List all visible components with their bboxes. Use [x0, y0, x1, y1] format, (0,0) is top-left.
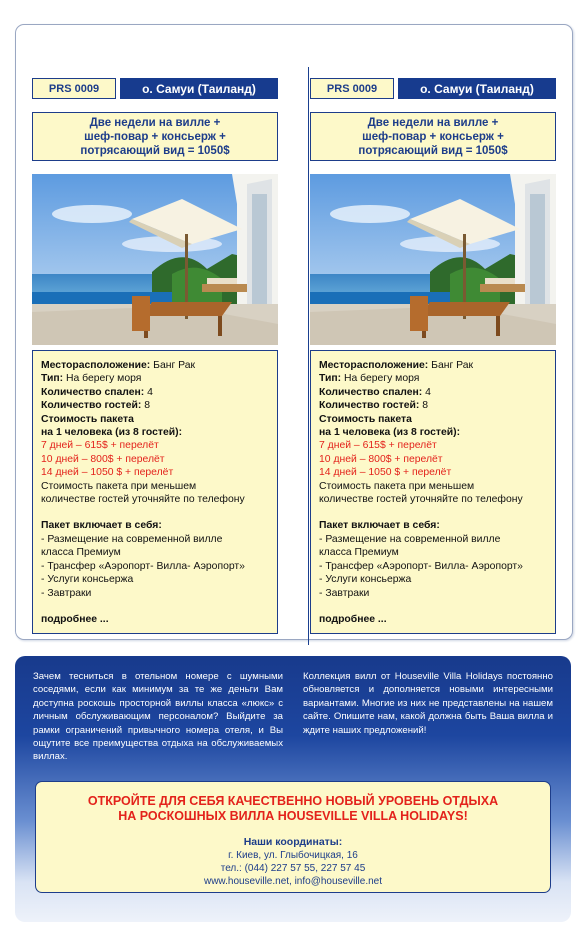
include-item: класса Премиум: [41, 547, 121, 559]
includes-heading: Пакет включает в себя:: [319, 520, 440, 532]
include-item: - Завтраки: [319, 587, 370, 599]
offer-details: [32, 350, 278, 634]
detail-value: На берегу моря: [341, 373, 420, 385]
price-14-days: 14 дней – 1050 $ + перелёт: [41, 467, 174, 479]
detail-location: [41, 359, 269, 372]
include-item: - Услуги консьержа: [41, 574, 134, 586]
include-item: - Услуги консьержа: [319, 574, 412, 586]
cta-title-line: ОТКРОЙТЕ ДЛЯ СЕБЯ КАЧЕСТВЕННО НОВЫЙ УРОВЕНЬ ОТДЫХА: [87, 794, 499, 808]
price-note: Стоимость пакета при меньшем: [319, 480, 475, 492]
more-link[interactable]: подробнее ...: [41, 613, 109, 625]
headline-line: потрясающий вид = 1050$: [358, 144, 508, 157]
offer-headline: [32, 112, 278, 161]
include-item: класса Премиум: [319, 547, 399, 559]
detail-value: Банг Рак: [150, 360, 196, 371]
detail-label: Количество гостей:: [41, 400, 142, 412]
cta-title-line: НА РОСКОШНЫХ ВИЛЛА HOUSEVILLE VILLA HOLIDAYS!: [118, 809, 468, 823]
price-heading: Стоимость пакета: [319, 413, 412, 425]
villa-photo[interactable]: [32, 174, 278, 345]
price-heading: Стоимость пакета: [41, 413, 134, 425]
contact-address: г. Киев, ул. Глыбочицкая, 16: [228, 850, 358, 861]
headline-line: шеф-повар + консьерж +: [84, 130, 226, 143]
detail-type: [319, 372, 547, 385]
contact-web-email[interactable]: www.houseville.net, info@houseville.net: [203, 876, 383, 887]
price-10-days: 10 дней – 800$ + перелёт: [41, 453, 165, 465]
contacts-heading: Наши координаты:: [243, 836, 343, 848]
detail-label: Тип:: [41, 373, 64, 385]
include-item: - Размещение на современной вилле: [319, 533, 501, 545]
offer-code: PRS 0009: [32, 78, 116, 99]
price-heading: на 1 человека (из 8 гостей):: [41, 427, 183, 439]
offer-header: [310, 78, 556, 99]
include-item: - Трансфер «Аэропорт- Вилла- Аэропорт»: [41, 560, 245, 572]
detail-value: 8: [419, 400, 429, 412]
detail-label: Тип:: [319, 373, 342, 385]
headline-line: шеф-повар + консьерж +: [362, 130, 504, 143]
detail-value: 4: [144, 386, 153, 398]
include-item: - Размещение на современной вилле: [41, 533, 223, 545]
detail-location: [319, 359, 547, 372]
detail-label: Количество спален:: [41, 386, 145, 398]
offers-panel: [15, 24, 573, 640]
detail-label: Количество гостей:: [319, 400, 420, 412]
detail-guests: [319, 399, 547, 412]
includes-heading: Пакет включает в себя:: [41, 520, 162, 532]
intro-text-left: Зачем тесниться в отельном номере с шумными соседями, если как минимум за те же деньги Вам доступна роскошь просторной виллы класса «люкс» с личным обслуживающим персоналом? Выйдите за рамки ограничений привычного номера отеля, и Вы ощутите все преимущества отдыха на обслуживаемых виллах.: [33, 671, 283, 763]
offer-location-title: о. Самуи (Таиланд): [398, 78, 556, 99]
price-note: количестве гостей уточняйте по телефону: [319, 494, 523, 506]
price-10-days: 10 дней – 800$ + перелёт: [319, 453, 443, 465]
more-link[interactable]: подробнее ...: [319, 613, 387, 625]
detail-label: Месторасположение:: [41, 360, 151, 371]
price-note: Стоимость пакета при меньшем: [41, 480, 197, 492]
headline-line: Две недели на вилле +: [89, 116, 221, 129]
detail-label: Количество спален:: [319, 386, 423, 398]
offer-details: [310, 350, 556, 634]
contact-phone: тел.: (044) 227 57 55, 227 57 45: [220, 863, 366, 874]
detail-bedrooms: [41, 386, 269, 399]
villa-terrace-image: [32, 174, 278, 345]
intro-text-right: Коллекция вилл от Houseville Villa Holidays постоянно обновляется и дополняется новыми интересными вариантами. Многие из них не представлены на нашем сайте. Опишите нам, какой должна быть Ваша вилла и ждите наших предложений!: [303, 671, 553, 736]
detail-guests: [41, 399, 269, 412]
offer-location-title: о. Самуи (Таиланд): [120, 78, 278, 99]
promo-panel: [15, 656, 571, 922]
offer-header: [32, 78, 278, 99]
detail-value: 4: [422, 386, 431, 398]
include-item: - Завтраки: [41, 587, 92, 599]
price-note: количестве гостей уточняйте по телефону: [41, 494, 245, 506]
include-item: - Трансфер «Аэропорт- Вилла- Аэропорт»: [319, 560, 523, 572]
price-14-days: 14 дней – 1050 $ + перелёт: [319, 467, 452, 479]
price-heading: на 1 человека (из 8 гостей):: [319, 427, 461, 439]
column-divider: [308, 67, 309, 645]
headline-line: потрясающий вид = 1050$: [80, 144, 230, 157]
offer-headline: [310, 112, 556, 161]
detail-label: Месторасположение:: [319, 360, 429, 371]
price-7-days: 7 дней – 615$ + перелёт: [319, 440, 437, 452]
villa-offer-card: [310, 78, 556, 634]
headline-line: Две недели на вилле +: [367, 116, 499, 129]
detail-type: [41, 372, 269, 385]
detail-bedrooms: [319, 386, 547, 399]
villa-photo[interactable]: [310, 174, 556, 345]
villa-terrace-image: [310, 174, 556, 345]
detail-value: 8: [141, 400, 151, 412]
detail-value: На берегу моря: [63, 373, 142, 385]
cta-box: [35, 781, 551, 893]
detail-value: Банг Рак: [428, 360, 474, 371]
offer-code: PRS 0009: [310, 78, 394, 99]
price-7-days: 7 дней – 615$ + перелёт: [41, 440, 159, 452]
villa-offer-card: [32, 78, 278, 634]
